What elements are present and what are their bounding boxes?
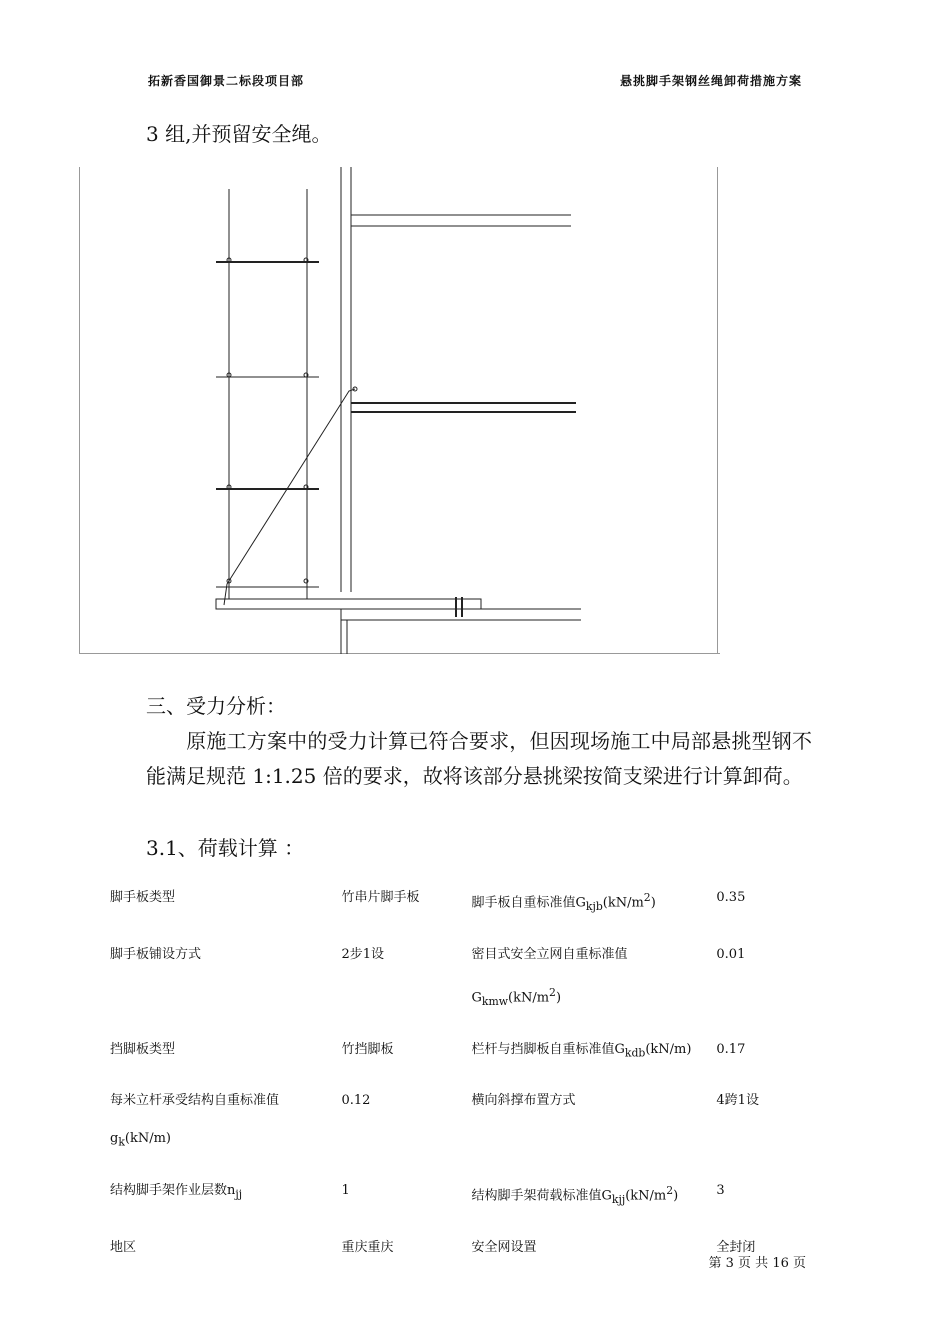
param-label: 横向斜撑布置方式 <box>471 1093 576 1109</box>
param-name-cell <box>100 1072 331 1162</box>
param-label: 挡脚板类型 <box>110 1041 176 1057</box>
param-unit: (kN/m <box>625 1188 667 1204</box>
param-unit: (kN/m <box>508 990 550 1006</box>
section-3-paragraph-text: 原施工方案中的受力计算已符合要求，但因现场施工中局部悬挑型钢不能满足规范 1:1.25 倍的要求，故将该部分悬挑梁按简支梁进行计算卸荷。 <box>146 729 812 788</box>
table-row <box>100 869 800 926</box>
param-subscript: kjb <box>585 899 603 913</box>
param-label: 脚手板铺设方式 <box>110 946 202 962</box>
table-row <box>100 1162 800 1219</box>
scaffold-unloading-diagram <box>79 167 720 654</box>
param-name-cell <box>462 1072 707 1162</box>
param-label: 地区 <box>110 1239 137 1255</box>
param-value-cell: 全封闭 <box>716 1239 756 1255</box>
param-value-cell: 0.17 <box>716 1041 746 1057</box>
intro-text: 3 组,并预留安全绳。 <box>146 122 332 146</box>
param-name-cell <box>100 926 331 1021</box>
table-row <box>100 1072 800 1162</box>
param-label: 每米立杆承受结构自重标准值g <box>110 1093 280 1147</box>
table-row <box>100 1021 800 1073</box>
param-unit: ) <box>650 895 656 911</box>
param-subscript: kmw <box>481 994 509 1008</box>
param-value-cell: 重庆重庆 <box>341 1239 394 1255</box>
param-unit: ) <box>555 990 562 1006</box>
param-name-cell <box>462 926 707 1021</box>
param-value-cell: 0.01 <box>716 946 746 962</box>
table-row <box>100 926 800 1021</box>
table-row <box>100 1219 800 1267</box>
header-project-name: 拓新香国御景二标段项目部 <box>148 74 305 88</box>
param-subscript: k <box>118 1136 125 1150</box>
param-unit: (kN/m <box>602 895 644 911</box>
param-value-cell: 3 <box>716 1183 725 1199</box>
section-3-paragraph <box>146 724 812 794</box>
param-label: 结构脚手架作业层数n <box>110 1183 236 1199</box>
section-3-1-title: 3.1、荷载计算 ： <box>146 836 305 860</box>
param-subscript: jj <box>235 1187 243 1201</box>
param-name-cell <box>100 1021 331 1073</box>
param-superscript: 2 <box>643 891 651 904</box>
param-subscript: kjj <box>611 1192 626 1206</box>
param-name-cell <box>100 1162 331 1219</box>
param-value-cell: 4跨1设 <box>716 1093 759 1109</box>
param-unit: (kN/m) <box>645 1041 692 1057</box>
param-name-cell <box>100 869 331 926</box>
section-3-title: 三、受力分析： <box>146 694 286 718</box>
param-name-cell <box>462 1021 707 1073</box>
param-value-cell: 2步1设 <box>341 946 384 962</box>
param-label: 密目式安全立网自重标准值G <box>471 946 628 1006</box>
param-label: 栏杆与挡脚板自重标准值G <box>471 1041 625 1057</box>
param-name-cell <box>462 869 707 926</box>
param-subscript: kdb <box>624 1046 646 1060</box>
load-parameters-table <box>100 869 800 1267</box>
param-unit: (kN/m) <box>124 1131 171 1147</box>
param-value-cell: 竹挡脚板 <box>341 1041 394 1057</box>
page-footer: 第 3 页 共 16 页 <box>708 1256 806 1271</box>
param-superscript: 2 <box>549 985 556 999</box>
param-label: 结构脚手架荷载标准值G <box>471 1188 612 1204</box>
header-document-title: 悬挑脚手架钢丝绳卸荷措施方案 <box>619 74 802 88</box>
param-name-cell <box>462 1162 707 1219</box>
param-value-cell: 1 <box>341 1183 350 1199</box>
param-superscript: 2 <box>666 1184 674 1198</box>
param-name-cell <box>100 1219 331 1267</box>
param-unit: ) <box>673 1188 679 1204</box>
param-value-cell: 竹串片脚手板 <box>341 890 420 905</box>
param-label: 安全网设置 <box>471 1239 537 1255</box>
param-value-cell: 0.35 <box>716 890 746 905</box>
param-name-cell <box>462 1219 707 1267</box>
param-label: 脚手板类型 <box>110 890 176 905</box>
param-value-cell: 0.12 <box>341 1093 371 1109</box>
param-label: 脚手板自重标准值G <box>471 895 586 911</box>
